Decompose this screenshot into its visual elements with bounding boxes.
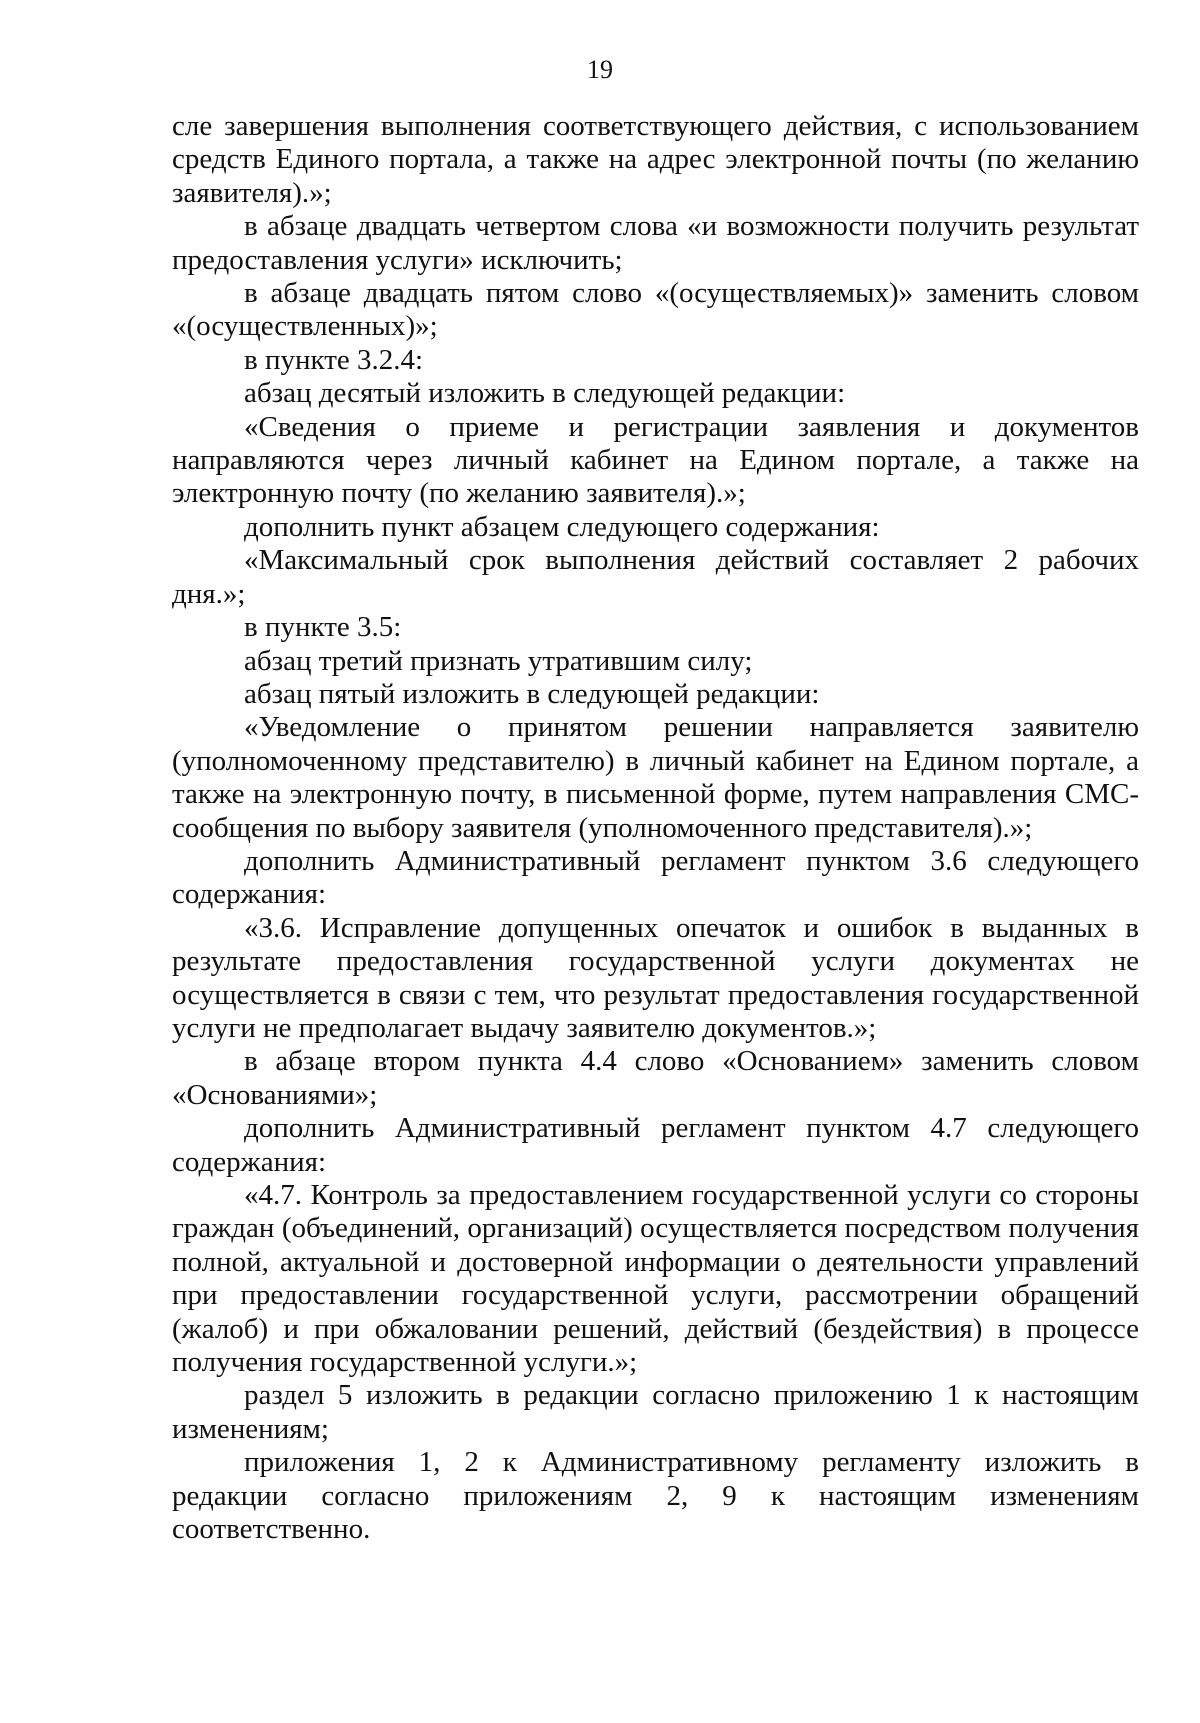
paragraph: дополнить пункт абзацем следующего содержания: — [244, 510, 880, 543]
paragraph: абзац третий признать утратившим силу; — [244, 644, 753, 677]
paragraph: раздел 5 изложить в редакции согласно приложению 1 к настоящим изменениям; — [172, 1379, 1139, 1445]
paragraph: приложения 1, 2 к Административному регламенту изложить в редакции согласно приложениям 2, 9 к настоящим изменениям соответственно. — [172, 1446, 1139, 1546]
page-number: 19 — [587, 55, 613, 84]
paragraph: в абзаце втором пункта 4.4 слово «Основанием» заменить словом «Основаниями»; — [172, 1045, 1139, 1111]
paragraph: абзац пятый изложить в следующей редакции: — [244, 677, 820, 710]
paragraph: «Максимальный срок выполнения действий составляет 2 рабочих дня.»; — [172, 544, 1139, 610]
paragraph: дополнить Административный регламент пунктом 3.6 следующего содержания: — [172, 844, 1139, 911]
paragraph: абзац десятый изложить в следующей редакции: — [244, 377, 846, 410]
paragraph: сле завершения выполнения соответствующего действия, с использованием средств Единого портала, а также на адрес электронной почты (по желанию заявителя).»; — [172, 110, 1139, 209]
paragraph: «Сведения о приеме и регистрации заявления и документов направляются через личный кабинет на Едином портале, а также на электронную почту (по желанию заявителя).»; — [172, 410, 1139, 510]
paragraph: дополнить Административный регламент пунктом 4.7 следующего содержания: — [172, 1112, 1139, 1178]
paragraph: в абзаце двадцать пятом слово «(осуществляемых)» заменить словом «(осуществленных)»; — [172, 277, 1139, 343]
paragraph: «3.6. Исправление допущенных опечаток и ошибок в выданных в результате предоставления государственной услуги документах не осуществляется в связи с тем, что результат предоставления государственной услуги не предполагает выдачу заявителю документов.»; — [172, 911, 1139, 1044]
paragraph: в абзаце двадцать четвертом слова «и возможности получить результат предоставления услуги» исключить; — [172, 210, 1139, 276]
document-body — [172, 110, 1139, 1546]
paragraph: «4.7. Контроль за предоставлением государственной услуги со стороны граждан (объединений, организаций) осуществляется посредством получения полной, актуальной и достоверной информации о деятельности управлений при предоставлении государственной услуги, рассмотрении обращений (жалоб) и при обжаловании решений, действий (бездействия) в процессе получения государственной услуги.»; — [172, 1179, 1139, 1379]
paragraph: в пункте 3.5: — [244, 611, 402, 644]
paragraph: в пункте 3.2.4: — [244, 343, 424, 376]
paragraph: «Уведомление о принятом решении направляется заявителю (уполномоченному представителю) в личный кабинет на Едином портале, а также на электронную почту, в письменной форме, путем направления СМС-сообщения по выбору заявителя (уполномоченного представителя).»; — [172, 711, 1139, 844]
